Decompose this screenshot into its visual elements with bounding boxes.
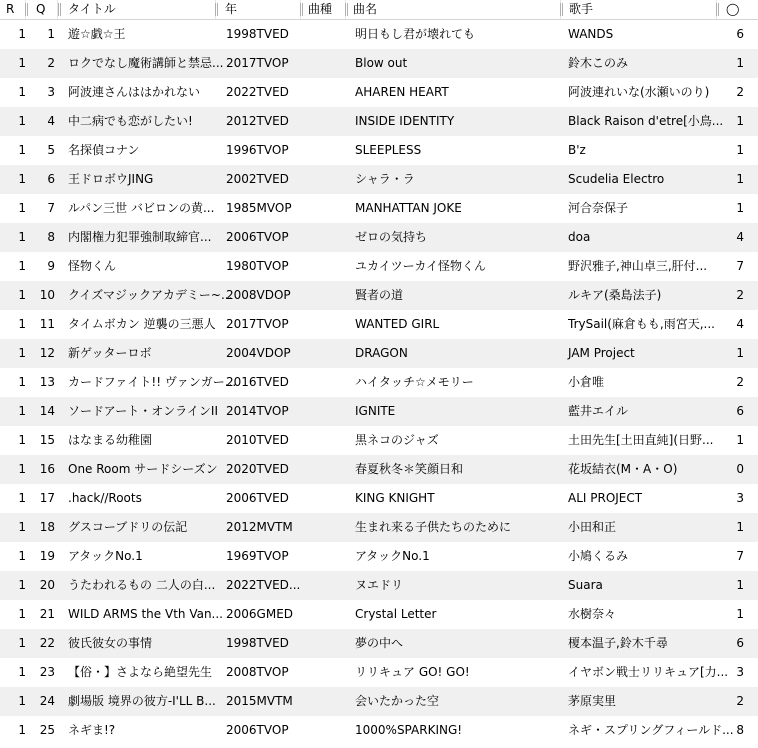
cell-title: 名探偵コナン xyxy=(68,143,140,157)
cell-o: 6 xyxy=(736,636,744,650)
column-header-artist[interactable] xyxy=(563,0,717,19)
table-row[interactable] xyxy=(0,484,758,513)
cell-song: ハイタッチ☆メモリー xyxy=(355,375,474,389)
cell-song: INSIDE IDENTITY xyxy=(355,114,455,128)
cell-title: アタックNo.1 xyxy=(68,549,143,563)
table-row[interactable] xyxy=(0,339,758,368)
column-header-song[interactable] xyxy=(347,0,561,19)
cell-kind xyxy=(306,542,346,571)
cell-song: 生まれ来る子供たちのために xyxy=(355,520,512,534)
cell-r: 1 xyxy=(18,27,26,41)
cell-kind xyxy=(306,252,346,281)
cell-song: Crystal Letter xyxy=(355,607,437,621)
cell-song: WANTED GIRL xyxy=(355,317,440,331)
cell-q: 22 xyxy=(39,636,55,650)
cell-title: カードファイト!! ヴァンガー... xyxy=(68,375,237,389)
cell-year: 2016TVED xyxy=(226,375,289,389)
cell-kind xyxy=(306,687,346,716)
table-row[interactable] xyxy=(0,368,758,397)
cell-q: 4 xyxy=(47,114,55,128)
column-resize-handle[interactable] xyxy=(58,3,61,16)
cell-artist: 野沢雅子,神山卓三,肝付... xyxy=(568,259,708,273)
cell-o: 1 xyxy=(736,143,744,157)
cell-year: 2008VDOP xyxy=(226,288,291,302)
column-header-o[interactable] xyxy=(720,0,758,19)
cell-q: 11 xyxy=(39,317,55,331)
cell-q: 19 xyxy=(39,549,55,563)
cell-o: 4 xyxy=(736,230,744,244)
cell-kind xyxy=(306,455,346,484)
table-row[interactable] xyxy=(0,20,758,49)
cell-title: WILD ARMS the Vth Van... xyxy=(68,607,223,621)
cell-title: ルパン三世 バビロンの黄... xyxy=(68,201,215,215)
cell-r: 1 xyxy=(18,288,26,302)
cell-o: 0 xyxy=(736,462,744,476)
cell-kind xyxy=(306,397,346,426)
table-row[interactable] xyxy=(0,571,758,600)
cell-year: 2008TVOP xyxy=(226,665,289,679)
cell-o: 6 xyxy=(736,27,744,41)
cell-r: 1 xyxy=(18,56,26,70)
cell-artist: 水樹奈々 xyxy=(568,607,617,621)
cell-artist: Suara xyxy=(568,578,603,592)
cell-title: 内閣権力犯罪強制取締官... xyxy=(68,230,212,244)
cell-o: 2 xyxy=(736,288,744,302)
cell-artist: ネギ・スプリングフィールド... xyxy=(568,723,734,737)
cell-song: KING KNIGHT xyxy=(355,491,435,505)
cell-r: 1 xyxy=(18,694,26,708)
cell-q: 7 xyxy=(47,201,55,215)
cell-o: 2 xyxy=(736,85,744,99)
list-header xyxy=(0,0,758,20)
cell-r: 1 xyxy=(18,85,26,99)
cell-title: 遊☆戯☆王 xyxy=(68,27,126,41)
cell-year: 2014TVOP xyxy=(226,404,289,418)
cell-song: SLEEPLESS xyxy=(355,143,422,157)
cell-artist: 小田和正 xyxy=(568,520,617,534)
cell-kind xyxy=(306,78,346,107)
column-header-song-label: 曲名 xyxy=(353,2,378,16)
cell-artist: 小鳩くるみ xyxy=(568,549,629,563)
cell-year: 1985MVOP xyxy=(226,201,292,215)
cell-r: 1 xyxy=(18,665,26,679)
cell-r: 1 xyxy=(18,723,26,737)
cell-q: 23 xyxy=(39,665,55,679)
cell-o: 4 xyxy=(736,317,744,331)
cell-year: 2020TVED xyxy=(226,462,289,476)
column-header-year-label: 年 xyxy=(225,2,238,16)
cell-r: 1 xyxy=(18,433,26,447)
cell-q: 1 xyxy=(47,27,55,41)
cell-o: 2 xyxy=(736,694,744,708)
cell-year: 2004VDOP xyxy=(226,346,291,360)
table-row[interactable] xyxy=(0,513,758,542)
cell-title: クイズマジックアカデミー~... xyxy=(68,288,233,302)
cell-year: 1980TVOP xyxy=(226,259,289,273)
table-row[interactable] xyxy=(0,107,758,136)
cell-o: 1 xyxy=(736,346,744,360)
cell-artist: 土田先生[土田直純](日野... xyxy=(568,433,714,447)
cell-r: 1 xyxy=(18,114,26,128)
table-row[interactable] xyxy=(0,542,758,571)
cell-q: 21 xyxy=(39,607,55,621)
cell-title: 王ドロボウJING xyxy=(68,172,154,186)
cell-o: 1 xyxy=(736,520,744,534)
cell-year: 2002TVED xyxy=(226,172,289,186)
cell-o: 8 xyxy=(736,723,744,737)
table-row[interactable] xyxy=(0,310,758,339)
cell-song: MANHATTAN JOKE xyxy=(355,201,462,215)
cell-q: 18 xyxy=(39,520,55,534)
column-resize-handle[interactable] xyxy=(215,3,218,16)
cell-year: 1996TVOP xyxy=(226,143,289,157)
table-row[interactable] xyxy=(0,49,758,78)
cell-kind xyxy=(306,49,346,78)
cell-artist: 阿波連れいな(水瀬いのり) xyxy=(568,85,710,99)
cell-year: 2017TVOP xyxy=(226,317,289,331)
cell-artist: 花坂結衣(M・A・O) xyxy=(568,462,678,476)
cell-artist: Scudelia Electro xyxy=(568,172,665,186)
cell-year: 2012TVED xyxy=(226,114,289,128)
cell-artist: JAM Project xyxy=(568,346,635,360)
cell-title: .hack//Roots xyxy=(68,491,142,505)
cell-kind xyxy=(306,281,346,310)
cell-artist: doa xyxy=(568,230,591,244)
cell-r: 1 xyxy=(18,143,26,157)
cell-r: 1 xyxy=(18,230,26,244)
cell-q: 5 xyxy=(47,143,55,157)
cell-artist: ALI PROJECT xyxy=(568,491,643,505)
cell-kind xyxy=(306,629,346,658)
table-row[interactable] xyxy=(0,165,758,194)
cell-title: はなまる幼稚園 xyxy=(68,433,153,447)
cell-o: 3 xyxy=(736,665,744,679)
cell-year: 1969TVOP xyxy=(226,549,289,563)
table-row[interactable] xyxy=(0,455,758,484)
cell-song: AHAREN HEART xyxy=(355,85,449,99)
column-header-artist-label: 歌手 xyxy=(569,2,594,16)
cell-r: 1 xyxy=(18,462,26,476)
cell-artist: WANDS xyxy=(568,27,614,41)
table-row[interactable] xyxy=(0,397,758,426)
cell-title: ネギま!? xyxy=(68,723,116,737)
table-row[interactable] xyxy=(0,78,758,107)
cell-o: 1 xyxy=(736,56,744,70)
cell-r: 1 xyxy=(18,520,26,534)
cell-song: 夢の中へ xyxy=(355,636,404,650)
column-header-kind-label: 曲種 xyxy=(308,2,333,16)
cell-artist: 鈴木このみ xyxy=(568,56,629,70)
cell-title: 怪物くん xyxy=(68,259,117,273)
cell-o: 1 xyxy=(736,607,744,621)
cell-kind xyxy=(306,484,346,513)
cell-artist: Black Raison d'etre[小鳥... xyxy=(568,114,724,128)
cell-o: 7 xyxy=(736,549,744,563)
cell-title: 【俗・】さよなら絶望先生 xyxy=(68,665,213,679)
cell-title: 新ゲッターロボ xyxy=(68,346,152,360)
cell-r: 1 xyxy=(18,172,26,186)
cell-q: 8 xyxy=(47,230,55,244)
cell-q: 16 xyxy=(39,462,55,476)
table-row[interactable] xyxy=(0,629,758,658)
cell-title: ソードアート・オンラインII xyxy=(68,404,218,418)
cell-r: 1 xyxy=(18,259,26,273)
cell-q: 6 xyxy=(47,172,55,186)
cell-song: 1000%SPARKING! xyxy=(355,723,463,737)
column-header-title[interactable] xyxy=(62,0,216,19)
cell-r: 1 xyxy=(18,491,26,505)
table-row[interactable] xyxy=(0,252,758,281)
cell-year: 1998TVED xyxy=(226,27,289,41)
cell-artist: 河合奈保子 xyxy=(568,201,629,215)
cell-year: 2010TVED xyxy=(226,433,289,447)
cell-o: 1 xyxy=(736,114,744,128)
cell-kind xyxy=(306,571,346,600)
cell-kind xyxy=(306,426,346,455)
cell-kind xyxy=(306,368,346,397)
cell-title: 劇場版 境界の彼方-I'LL B... xyxy=(68,694,216,708)
cell-o: 7 xyxy=(736,259,744,273)
column-header-o-label: ◯ xyxy=(726,2,740,16)
cell-kind xyxy=(306,107,346,136)
cell-kind xyxy=(306,513,346,542)
cell-o: 1 xyxy=(736,201,744,215)
cell-song: ヌエドリ xyxy=(355,578,404,592)
cell-o: 6 xyxy=(736,404,744,418)
cell-kind xyxy=(306,600,346,629)
column-resize-handle[interactable] xyxy=(25,3,28,16)
column-header-r-label: R xyxy=(6,2,15,16)
table-row[interactable] xyxy=(0,600,758,629)
cell-kind xyxy=(306,165,346,194)
column-header-kind[interactable] xyxy=(302,0,346,19)
cell-artist: 小倉唯 xyxy=(568,375,605,389)
cell-r: 1 xyxy=(18,607,26,621)
cell-q: 12 xyxy=(39,346,55,360)
cell-artist: TrySail(麻倉もも,雨宮天,... xyxy=(568,317,715,331)
cell-title: グスコーブドリの伝記 xyxy=(68,520,188,534)
cell-q: 2 xyxy=(47,56,55,70)
cell-kind xyxy=(306,223,346,252)
cell-year: 2012MVTM xyxy=(226,520,293,534)
cell-r: 1 xyxy=(18,549,26,563)
cell-o: 1 xyxy=(736,172,744,186)
cell-song: 会いたかった空 xyxy=(355,694,440,708)
cell-title: ロクでなし魔術講師と禁忌... xyxy=(68,56,224,70)
cell-year: 2015MVTM xyxy=(226,694,293,708)
cell-o: 2 xyxy=(736,375,744,389)
column-header-year[interactable] xyxy=(219,0,301,19)
cell-artist: 茅原実里 xyxy=(568,694,617,708)
cell-artist: 藍井エイル xyxy=(568,404,629,418)
table-row[interactable] xyxy=(0,426,758,455)
cell-r: 1 xyxy=(18,346,26,360)
cell-r: 1 xyxy=(18,636,26,650)
cell-year: 2006GMED xyxy=(226,607,294,621)
cell-kind xyxy=(306,194,346,223)
cell-song: DRAGON xyxy=(355,346,408,360)
table-row[interactable] xyxy=(0,658,758,687)
cell-r: 1 xyxy=(18,375,26,389)
cell-year: 2006TVED xyxy=(226,491,289,505)
cell-r: 1 xyxy=(18,404,26,418)
cell-q: 9 xyxy=(47,259,55,273)
cell-song: 賢者の道 xyxy=(355,288,404,302)
cell-kind xyxy=(306,339,346,368)
cell-o: 3 xyxy=(736,491,744,505)
cell-o: 1 xyxy=(736,433,744,447)
cell-q: 3 xyxy=(47,85,55,99)
table-row[interactable] xyxy=(0,687,758,716)
cell-q: 14 xyxy=(39,404,55,418)
cell-song: シャラ・ラ xyxy=(355,172,415,186)
cell-title: 中二病でも恋がしたい! xyxy=(68,114,193,128)
cell-year: 2017TVOP xyxy=(226,56,289,70)
cell-year: 2022TVED xyxy=(226,85,289,99)
cell-kind xyxy=(306,136,346,165)
cell-song: Blow out xyxy=(355,56,408,70)
cell-artist: イヤボン戦士リリキュア[力... xyxy=(568,665,729,679)
cell-song: 明日もし君が壊れても xyxy=(355,27,476,41)
column-header-title-label: タイトル xyxy=(68,2,116,16)
cell-year: 2022TVED... xyxy=(226,578,301,592)
cell-title: One Room サードシーズン xyxy=(68,462,218,476)
cell-kind xyxy=(306,658,346,687)
cell-kind xyxy=(306,20,346,49)
cell-kind xyxy=(306,716,346,745)
cell-song: 春夏秋冬＊笑顔日和 xyxy=(355,462,464,476)
cell-year: 1998TVED xyxy=(226,636,289,650)
column-header-q[interactable] xyxy=(30,0,58,19)
cell-artist: 榎本温子,鈴木千尋 xyxy=(568,636,668,650)
cell-r: 1 xyxy=(18,201,26,215)
cell-q: 10 xyxy=(39,288,55,302)
column-header-r[interactable] xyxy=(0,0,26,19)
cell-r: 1 xyxy=(18,317,26,331)
cell-song: 黒ネコのジャズ xyxy=(355,433,439,447)
column-resize-handle[interactable] xyxy=(716,3,719,16)
cell-artist: B'z xyxy=(568,143,586,157)
cell-q: 25 xyxy=(39,723,55,737)
cell-kind xyxy=(306,310,346,339)
cell-r: 1 xyxy=(18,578,26,592)
cell-q: 17 xyxy=(39,491,55,505)
table-row[interactable] xyxy=(0,716,758,745)
cell-q: 24 xyxy=(39,694,55,708)
cell-song: アタックNo.1 xyxy=(355,549,430,563)
table-row[interactable] xyxy=(0,136,758,165)
cell-q: 20 xyxy=(39,578,55,592)
cell-q: 13 xyxy=(39,375,55,389)
cell-year: 2006TVOP xyxy=(226,723,289,737)
table-row[interactable] xyxy=(0,194,758,223)
cell-song: ユカイツーカイ怪物くん xyxy=(355,259,487,273)
cell-title: うたわれるもの 二人の白... xyxy=(68,578,216,592)
cell-song: リリキュア GO! GO! xyxy=(355,665,470,679)
column-header-q-label: Q xyxy=(36,2,46,16)
cell-artist: ルキア(桑島法子) xyxy=(568,288,662,302)
cell-song: ゼロの気持ち xyxy=(355,230,428,244)
cell-q: 15 xyxy=(39,433,55,447)
cell-title: タイムボカン 逆襲の三悪人 xyxy=(68,317,216,331)
cell-title: 阿波連さんははかれない xyxy=(68,85,201,99)
cell-year: 2006TVOP xyxy=(226,230,289,244)
cell-song: IGNITE xyxy=(355,404,396,418)
table-row[interactable] xyxy=(0,281,758,310)
cell-title: 彼氏彼女の事情 xyxy=(68,636,153,650)
table-row[interactable] xyxy=(0,223,758,252)
cell-o: 1 xyxy=(736,578,744,592)
